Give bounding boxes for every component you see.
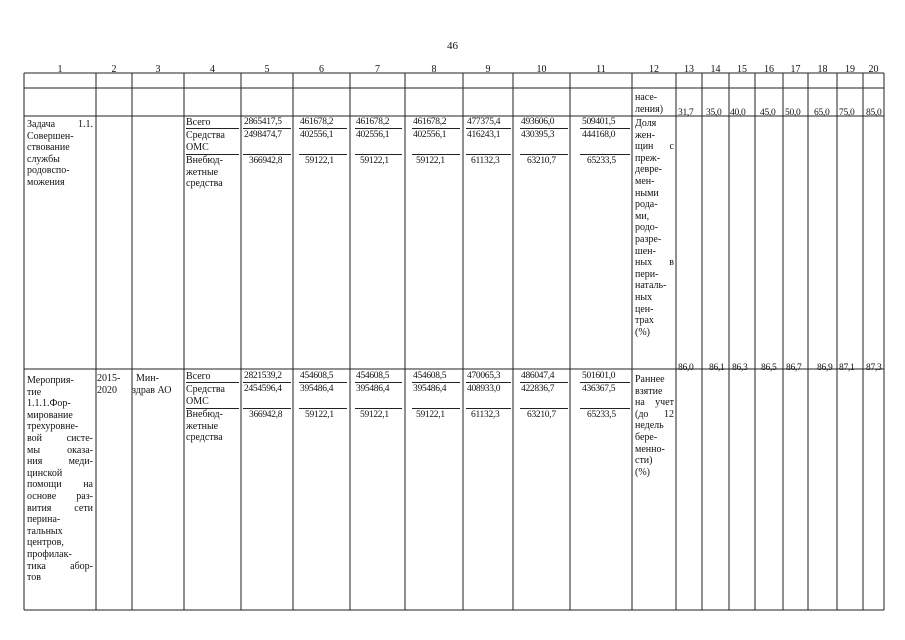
- r2-offbudget-c10: 63210,7: [527, 410, 556, 420]
- r2-target-c19: 87,1: [839, 363, 855, 373]
- r1-total-c10: 493606,0: [521, 117, 555, 127]
- r1-target-c18: 65,0: [814, 108, 830, 118]
- r2-oms-c10: 422836,7: [521, 384, 555, 394]
- col-header-20: 20: [868, 64, 879, 75]
- col-header-3: 3: [155, 64, 161, 75]
- r1-target-c16: 45,0: [760, 108, 776, 118]
- col-header-9: 9: [485, 64, 491, 75]
- col-header-1: 1: [57, 64, 63, 75]
- r2-total-c9: 470065,3: [467, 371, 501, 381]
- col-header-13: 13: [684, 64, 694, 75]
- r1-offbudget-c11: 65233,5: [587, 156, 616, 166]
- r2-oms-c8: 395486,4: [413, 384, 447, 394]
- row1-source-oms: Средства ОМС: [186, 130, 225, 153]
- r2-offbudget-c5: 366942,8: [249, 410, 283, 420]
- col-header-18: 18: [817, 64, 828, 75]
- r1-offbudget-c9: 61132,3: [471, 156, 500, 166]
- col-header-17: 17: [790, 64, 801, 75]
- col-header-14: 14: [710, 64, 721, 75]
- r2-oms-c11: 436367,5: [582, 384, 616, 394]
- r1-target-c20: 85,0: [866, 108, 882, 118]
- r1-oms-c7: 402556,1: [356, 130, 390, 140]
- r2-total-c10: 486047,4: [521, 371, 555, 381]
- row1-source-total: Всего: [186, 117, 211, 128]
- col-header-4: 4: [210, 64, 215, 75]
- r1-total-c6: 461678,2: [300, 117, 334, 127]
- r1-total-c5: 2865417,5: [244, 117, 282, 127]
- col-header-8: 8: [431, 64, 437, 75]
- col-header-19: 19: [845, 64, 855, 75]
- r2-total-c6: 454608,5: [300, 371, 334, 381]
- r1-offbudget-c6: 59122,1: [305, 156, 334, 166]
- r2-offbudget-c6: 59122,1: [305, 410, 334, 420]
- r2-oms-c5: 2454596,4: [244, 384, 282, 394]
- row2-indicator: Раннее взятие на учет (до 12 недель бере- менно- сти) (%): [635, 374, 674, 478]
- r2-target-c14: 86,1: [709, 363, 725, 373]
- r1-total-c11: 509401,5: [582, 117, 616, 127]
- r2-total-c11: 501601,0: [582, 371, 616, 381]
- r1-oms-c11: 444168,0: [582, 130, 616, 140]
- r2-offbudget-c11: 65233,5: [587, 410, 616, 420]
- r2-offbudget-c7: 59122,1: [360, 410, 389, 420]
- r1-offbudget-c7: 59122,1: [360, 156, 389, 166]
- col-header-16: 16: [764, 64, 774, 75]
- r2-oms-c6: 395486,4: [300, 384, 334, 394]
- r1-oms-c5: 2498474,7: [244, 130, 282, 140]
- r1-oms-c10: 430395,3: [521, 130, 555, 140]
- r2-offbudget-c9: 61132,3: [471, 410, 500, 420]
- r1-offbudget-c8: 59122,1: [416, 156, 445, 166]
- r2-total-c7: 454608,5: [356, 371, 390, 381]
- r2-total-c8: 454608,5: [413, 371, 447, 381]
- r1-oms-c6: 402556,1: [300, 130, 334, 140]
- r2-offbudget-c8: 59122,1: [416, 410, 445, 420]
- col-header-15: 15: [737, 64, 747, 75]
- r2-oms-c9: 408933,0: [467, 384, 501, 394]
- r2-target-c15: 86,3: [732, 363, 748, 373]
- r1-target-c14: 35,0: [706, 108, 722, 118]
- r2-target-c17: 86,7: [786, 363, 802, 373]
- r1-offbudget-c5: 366942,8: [249, 156, 283, 166]
- row2-task: Мероприя- тие 1.1.1.Фор- мирование трехуровне- вой систе- мы оказа- ния меди- цинской помощи на основе раз- вития сети перина- тальных центров, профилак- тика абор- тов: [27, 375, 93, 584]
- r1-total-c8: 461678,2: [413, 117, 447, 127]
- row1-indicator: Доля жен- щин с преж- девре- мен- ными рода- ми, родо- разре- шен- ных в пери- наталь- ных цен- трах (%): [635, 118, 674, 338]
- col-header-6: 6: [319, 64, 324, 75]
- r1-target-c15: 40,0: [730, 108, 746, 118]
- col-header-11: 11: [596, 64, 606, 75]
- col-header-12: 12: [649, 64, 659, 75]
- col-header-7: 7: [375, 64, 380, 75]
- row2-period: 2015- 2020: [97, 373, 121, 396]
- r1-oms-c9: 416243,1: [467, 130, 501, 140]
- row2-source-total: Всего: [186, 371, 211, 382]
- r2-oms-c7: 395486,4: [356, 384, 390, 394]
- row2-source-oms: Средства ОМС: [186, 384, 225, 407]
- r1-oms-c8: 402556,1: [413, 130, 447, 140]
- row1-task: Задача 1.1. Совершен- ствование службы родовспо- можения: [27, 119, 93, 188]
- r2-target-c13: 86,0: [678, 363, 694, 373]
- row2-executor: Мин- здрав АО: [132, 373, 172, 396]
- col-header-2: 2: [111, 64, 117, 75]
- r1-offbudget-c10: 63210,7: [527, 156, 556, 166]
- r1-total-c7: 461678,2: [356, 117, 390, 127]
- page-number: 46: [447, 40, 458, 52]
- carry-over-text: насе- ления): [635, 92, 664, 115]
- row1-source-offbudget: Внебюд- жетные средства: [186, 155, 223, 190]
- r2-target-c18: 86,9: [817, 363, 833, 373]
- r1-target-c13: 31,7: [678, 108, 694, 118]
- r1-target-c17: 50,0: [785, 108, 801, 118]
- r2-total-c5: 2821539,2: [244, 371, 282, 381]
- r2-target-c16: 86,5: [761, 363, 777, 373]
- r1-target-c19: 75,0: [839, 108, 855, 118]
- row2-source-offbudget: Внебюд- жетные средства: [186, 409, 223, 444]
- col-header-10: 10: [536, 64, 547, 75]
- r1-total-c9: 477375,4: [467, 117, 501, 127]
- col-header-5: 5: [264, 64, 270, 75]
- r2-target-c20: 87,3: [866, 363, 882, 373]
